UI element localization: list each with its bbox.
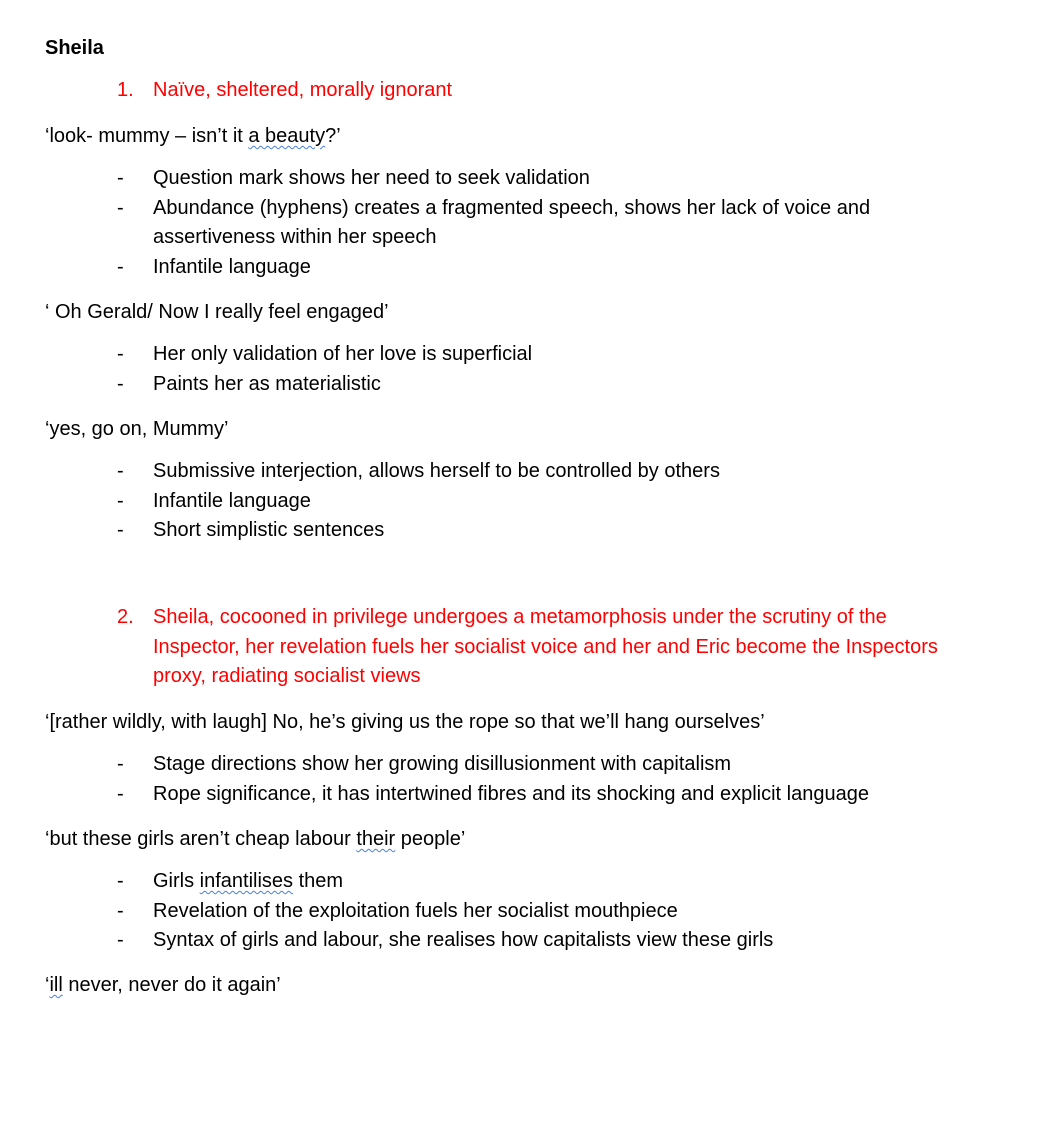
bullet-marker: -: [117, 753, 124, 775]
document-title: Sheila: [45, 37, 104, 59]
quote: [45, 827, 465, 851]
bullet-marker: -: [117, 899, 124, 922]
bullet-text: Infantile language: [153, 255, 311, 278]
spellcheck-flagged-text[interactable]: ill: [49, 974, 63, 996]
bullet-text: Short simplistic sentences: [153, 519, 385, 541]
bullet-list: [117, 867, 957, 956]
bullet-list: [117, 457, 957, 546]
section-heading-1: [117, 76, 997, 106]
spellcheck-flagged-text[interactable]: infantilises: [199, 870, 294, 892]
section-heading-2: [117, 603, 997, 692]
quote: ‘yes, go on, Mummy’: [45, 418, 229, 440]
list-item: [117, 780, 997, 810]
heading-text: Sheila, cocooned in privilege undergoes a metamorphosis under the scrutiny of the Inspector, her revelation fuels her socialist voice and her and Eric become the Inspectors proxy, radiating socialist views: [153, 606, 938, 687]
list-item: [117, 516, 957, 546]
bullet-text-part: them: [293, 870, 344, 892]
heading-number: 1.: [117, 79, 134, 101]
bullet-text: Question mark shows her need to seek validation: [153, 167, 590, 189]
bullet-text: Stage directions show her growing disillusionment with capitalism: [153, 753, 732, 775]
list-item: [117, 340, 957, 370]
bullet-list: [117, 164, 957, 282]
bullet-text: Paints her as materialistic: [153, 372, 381, 395]
list-item: [117, 750, 997, 780]
heading-text: Naïve, sheltered, morally ignorant: [153, 79, 453, 101]
list-item: [117, 487, 957, 517]
quote-text: ‘but these girls aren’t cheap labour: [45, 828, 357, 850]
bullet-text: Syntax of girls and labour, she realises how capitalists view these girls: [153, 929, 774, 951]
bullet-marker: -: [117, 460, 124, 482]
bullet-marker: -: [117, 167, 124, 189]
quote: [45, 124, 341, 148]
bullet-marker: -: [117, 870, 124, 892]
bullet-marker: -: [117, 929, 124, 951]
quote: [45, 973, 281, 997]
bullet-text: Revelation of the exploitation fuels her socialist mouthpiece: [153, 899, 678, 922]
list-item: [117, 194, 957, 253]
bullet-marker: -: [117, 519, 124, 541]
list-item: [117, 253, 957, 283]
bullet-marker: -: [117, 782, 124, 805]
bullet-text: Her only validation of her love is superficial: [153, 343, 533, 365]
quote-text: ?’: [325, 125, 341, 147]
heading-number: 2.: [117, 606, 134, 628]
list-item: [117, 867, 957, 897]
quote-text: ‘look- mummy – isn’t it: [45, 125, 249, 147]
bullet-text: Abundance (hyphens) creates a fragmented speech, shows her lack of voice and assertiveness within her speech: [153, 196, 871, 248]
quote-text: people’: [395, 828, 466, 850]
bullet-text: Infantile language: [153, 489, 311, 512]
bullet-text-part: Girls: [153, 870, 200, 892]
bullet-marker: -: [117, 196, 124, 219]
spellcheck-flagged-text[interactable]: their: [356, 828, 396, 850]
quote-text: ‘: [45, 974, 50, 996]
list-item: [117, 370, 957, 400]
quote: ‘[rather wildly, with laugh] No, he’s giving us the rope so that we’ll hang ourselves’: [45, 711, 765, 733]
list-item: [117, 926, 957, 956]
bullet-marker: -: [117, 343, 124, 365]
bullet-list: [117, 750, 997, 809]
bullet-text: [153, 867, 957, 897]
quote-text: never, never do it again’: [62, 974, 281, 996]
spellcheck-flagged-text[interactable]: a beauty: [248, 125, 326, 147]
bullet-list: [117, 340, 957, 399]
bullet-text: Submissive interjection, allows herself to be controlled by others: [153, 460, 720, 482]
bullet-marker: -: [117, 372, 124, 395]
quote: ‘ Oh Gerald/ Now I really feel engaged’: [45, 301, 389, 323]
list-item: [117, 164, 957, 194]
bullet-text: Rope significance, it has intertwined fibres and its shocking and explicit language: [153, 782, 869, 805]
bullet-marker: -: [117, 489, 124, 512]
bullet-marker: -: [117, 255, 124, 278]
list-item: [117, 897, 957, 927]
list-item: [117, 457, 957, 487]
